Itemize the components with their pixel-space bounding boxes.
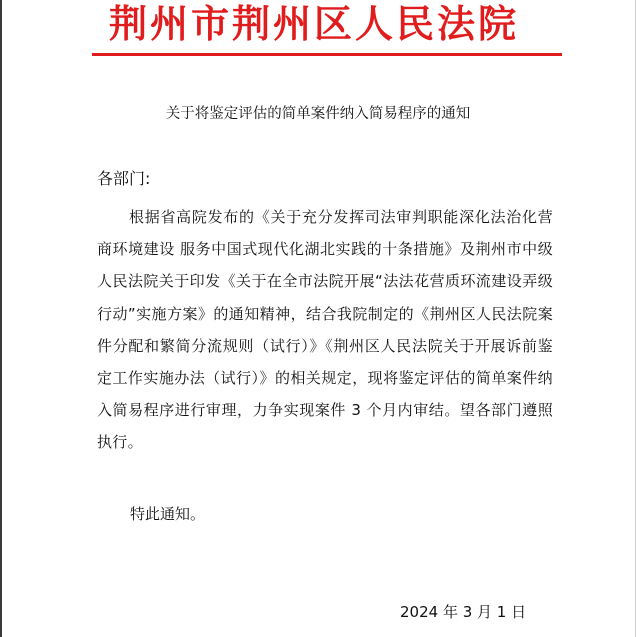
masthead-red-line	[92, 53, 562, 56]
issue-date: 2024 年 3 月 1 日	[400, 603, 527, 621]
masthead-title: 荆州市荆州区人民法院	[108, 1, 519, 46]
document-title: 关于将鉴定评估的简单案件纳入简易程序的通知	[165, 106, 471, 122]
closing-line: 特此通知。	[130, 505, 206, 523]
page-left-border	[0, 0, 2, 637]
body-paragraph: 根据省高院发布的《关于充分发挥司法审判职能深化法治化营商环境建设 服务中国式现代化湖北实践的十条措施》及荆州市中级人民法院关于印发《关于在全市法院开展“法法花营质环流建设弄级行动”实施方案》的通知精神，结合我院制定的《荆州区人民法院案件分配和繁简分流规则（试行）》《荆州区人民法院关于开展诉前鉴定工作实施办法（试行）》的相关规定，现将鉴定评估的简单案件纳入简易程序进行审理，力争实现案件 3 个月内审结。望各部门遵照执行。	[97, 208, 553, 452]
salutation: 各部门:	[97, 169, 151, 188]
